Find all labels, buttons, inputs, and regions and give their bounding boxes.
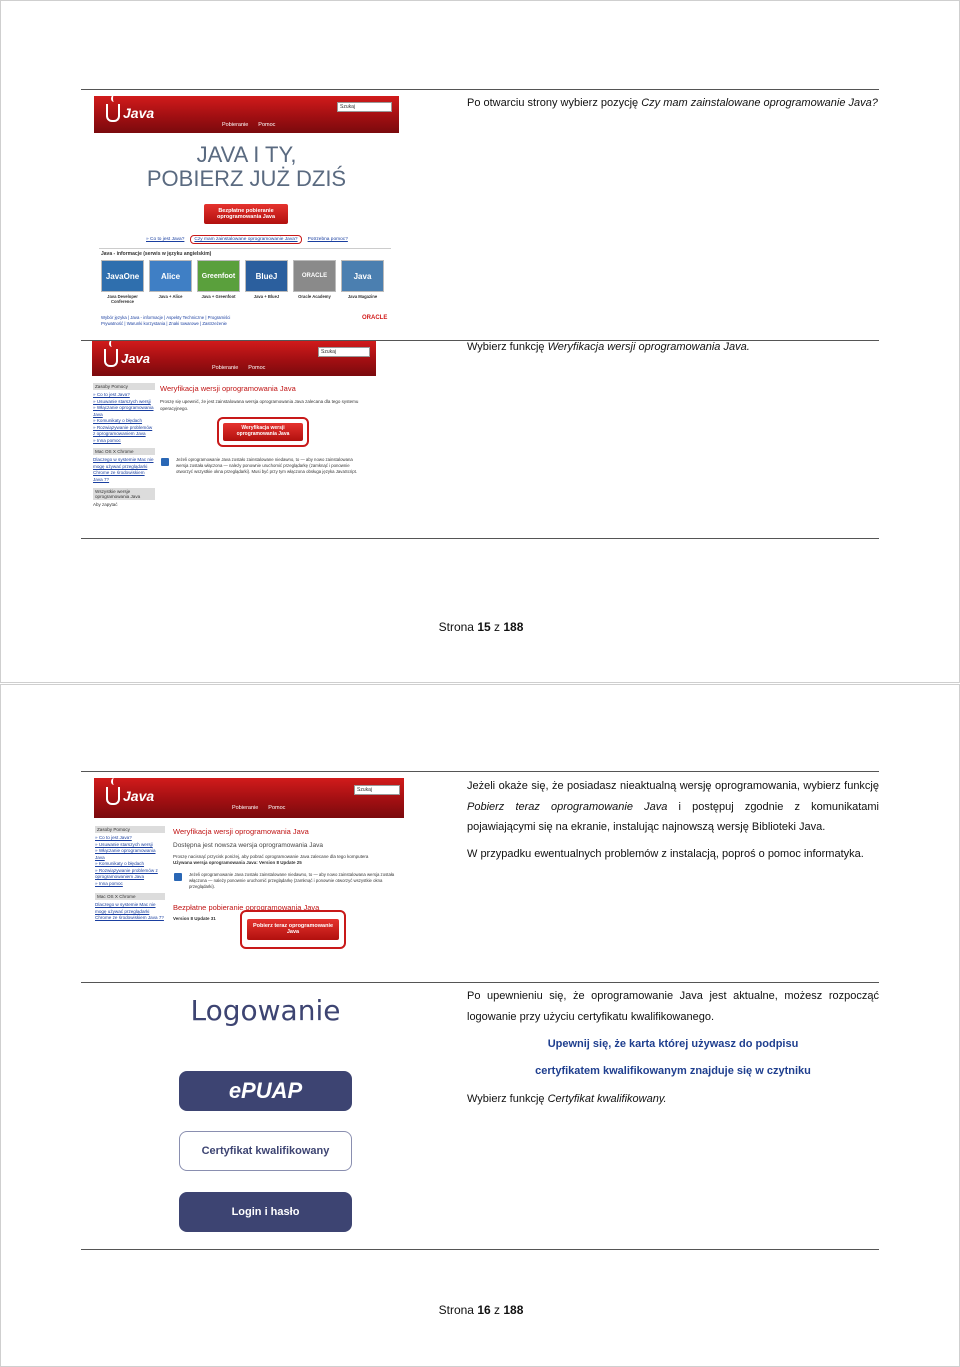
- thumb-greenfoot[interactable]: Greenfoot Java + Greenfoot: [197, 260, 240, 304]
- instruction-2: Wybierz funkcję Weryfikacja wersji oprogramowania Java.: [467, 341, 750, 353]
- help-sidebar: Zasoby Pomocy » Co to jest Java? » Usuwanie starszych wersji » Włączanie oprogramowania Java » Komunikaty o błędach » Rozwiązywanie problemów z oprogramowaniem Java » Inna pomoc Mac OS X Chrome Dlaczego w systemie Mac nie mogę używać przeglądarki Chrome ze środowiskiem Java 7? Wszystkie wersje oprogramowania Java Aby zapytać: [93, 384, 154, 507]
- thumb-image: Greenfoot: [197, 260, 240, 292]
- paragraph-3: Po upewnieniu się, że oprogramowanie Java jest aktualne, możesz rozpocząć logowanie przy użyciu certyfikatu kwalifikowanego.: [467, 990, 879, 1023]
- verify-note: Jeżeli oprogramowanie Java zostało zainstalowane niedawno, to — aby nowo zainstalowana wersja została włączona — należy ponownie uruchomić przeglądarkę (zamknąć i ponownie otworzyć wszystkie okna przeglądarki). Musi być przy tym włączona obsługa języka JavaScript.: [176, 457, 358, 474]
- sidebar-link[interactable]: » Komunikaty o błędach: [93, 418, 143, 423]
- paragraph-4: Wybierz funkcję Certyfikat kwalifikowany.: [467, 1093, 667, 1105]
- nav-item-pomoc[interactable]: Pomoc: [248, 365, 266, 371]
- thumb-java-magazine[interactable]: Java Java Magazine: [341, 260, 384, 304]
- quick-links: [146, 235, 348, 244]
- divider-3: [81, 538, 879, 539]
- latest-version: Version 8 Update 31: [173, 916, 216, 921]
- link-do-i-have-java[interactable]: Czy mam zainstalowane oprogramowanie Java?: [190, 235, 301, 244]
- instruction-1: Po otwarciu strony wybierz pozycję Czy mam zainstalowane oprogramowanie Java?: [467, 97, 878, 109]
- sidebar-link[interactable]: » Inna pomoc: [95, 880, 123, 886]
- sidebar-link[interactable]: » Komunikaty o błędach: [95, 861, 145, 866]
- sidebar-link[interactable]: » Usuwanie starszych wersji: [95, 841, 153, 847]
- java-nav: [212, 365, 265, 371]
- thumb-image: JavaOne: [101, 260, 144, 292]
- section-rule: [99, 248, 391, 249]
- page-footer: Strona 16 z 188: [438, 1303, 524, 1317]
- java-cup-icon: [106, 104, 120, 122]
- current-version: Używana wersja oprogramowania Java: Version 8 Update 25: [173, 860, 302, 865]
- verify-title: Weryfikacja wersji oprogramowania Java: [173, 827, 309, 836]
- sidebar-link[interactable]: » Rozwiązywanie problemów z oprogramowaniem Java: [95, 867, 158, 879]
- java-update-screenshot: [94, 778, 406, 974]
- login-password-button[interactable]: Login i hasło: [179, 1192, 352, 1232]
- qualified-certificate-button[interactable]: Certyfikat kwalifikowany: [179, 1131, 352, 1171]
- search-input[interactable]: Szukaj: [337, 102, 392, 112]
- update-desc: Proszę nacisnąć przycisk poniżej, aby pobrać oprogramowanie Java zalecane dla tego komputera: [173, 854, 369, 859]
- info-icon: [174, 873, 182, 881]
- info-icon: [161, 458, 169, 466]
- free-download-title: Bezpłatne pobieranie oprogramowania Java: [173, 903, 320, 912]
- java-verify-screenshot: [92, 341, 406, 534]
- sidebar-link[interactable]: Dlaczego w systemie Mac nie mogę używać przeglądarki Chrome ze środowiskiem Java 7?: [93, 457, 154, 482]
- section-title: Java - informacje (serwis w języku angielskim): [101, 251, 212, 257]
- nav-item-pomoc[interactable]: Pomoc: [258, 122, 276, 128]
- download-now-button[interactable]: Pobierz teraz oprogramowanie Java: [247, 919, 339, 940]
- java-header: [92, 341, 376, 376]
- card-warning-1: Upewnij się, że karta której używasz do podpisu: [547, 1038, 799, 1050]
- nav-item-pobieranie[interactable]: Pobieranie: [222, 122, 249, 128]
- card-warning-2: certyfikatem kwalifikowanym znajduje się w czytniku: [535, 1065, 811, 1077]
- divider-4: [81, 771, 879, 772]
- sidebar-link[interactable]: » Rozwiązywanie problemów z oprogramowaniem Java: [93, 424, 153, 436]
- sidebar-link[interactable]: » Co to jest Java?: [93, 392, 130, 397]
- nav-item-pobieranie[interactable]: Pobieranie: [232, 805, 259, 811]
- sidebar-link[interactable]: Dlaczego w systemie Mac nie mogę używać przeglądarki Chrome ze środowiskiem Java 7?: [95, 902, 164, 920]
- link-what-is-java[interactable]: » Co to jest Java?: [146, 237, 185, 242]
- divider-1: [81, 89, 879, 90]
- page-16: [0, 684, 960, 1367]
- java-homepage-screenshot: [94, 96, 399, 331]
- nav-item-pobieranie[interactable]: Pobieranie: [212, 365, 239, 371]
- divider-5: [81, 982, 879, 983]
- java-cup-icon: [106, 787, 120, 805]
- thumb-image: BlueJ: [245, 260, 288, 292]
- thumb-javaone[interactable]: JavaOne Java Developer Conference: [101, 260, 144, 304]
- search-input[interactable]: Szukaj: [318, 347, 370, 357]
- verify-version-button[interactable]: Weryfikacja wersji oprogramowania Java: [223, 423, 303, 441]
- java-logo: Java: [106, 787, 154, 805]
- sidebar-link[interactable]: » Co to jest Java?: [95, 835, 132, 840]
- java-logo: Java: [104, 349, 150, 367]
- page-15: [0, 0, 960, 683]
- thumb-alice[interactable]: Alice Java + Alice: [149, 260, 192, 304]
- nav-item-pomoc[interactable]: Pomoc: [268, 805, 286, 811]
- thumb-oracle-academy[interactable]: ORACLE Oracle Academy: [293, 260, 336, 304]
- java-nav: [232, 805, 285, 811]
- search-input[interactable]: Szukaj: [354, 785, 400, 795]
- login-title: Logowanie: [190, 994, 341, 1027]
- free-download-button[interactable]: Bezpłatne pobieranie oprogramowania Java: [204, 204, 288, 224]
- help-sidebar: Zasoby Pomocy » Co to jest Java? » Usuwanie starszych wersji » Włączanie oprogramowania Java » Komunikaty o błędach » Rozwiązywanie problemów z oprogramowaniem Java » Inna pomoc Mac OS X Chrome Dlaczego w systemie Mac nie mogę używać przeglądarki Chrome ze środowiskiem Java 7?: [95, 827, 164, 920]
- thumb-image: ORACLE: [293, 260, 336, 292]
- paragraph-1: Jeżeli okaże się, że posiadasz nieaktualną wersję oprogramowania, wybierz funkcję Pobierz teraz oprogramowanie Java i postępuj zgodnie z komunikatami pojawiającymi się na ekranie, instalując najnowszą wersję Biblioteki Java.: [467, 780, 879, 833]
- update-note: Jeżeli oprogramowanie Java zostało zainstalowane niedawno, to — aby nowo zainstalowana wersja została włączona — należy ponownie uruchomić przeglądarkę (zamknąć i ponownie otworzyć wszystkie okna przeglądarki).: [189, 872, 395, 889]
- sidebar-link[interactable]: » Włączanie oprogramowania Java: [95, 848, 156, 860]
- divider-6: [81, 1249, 879, 1250]
- thumb-bluej[interactable]: BlueJ Java + BlueJ: [245, 260, 288, 304]
- java-header: [94, 778, 404, 818]
- headline: JAVA I TY, POBIERZ JUŻ DZIŚ: [146, 142, 347, 191]
- oracle-logo: ORACLE: [362, 315, 388, 321]
- epuap-login-button[interactable]: ePUAP: [179, 1071, 352, 1111]
- sidebar-link[interactable]: » Usuwanie starszych wersji: [93, 398, 151, 404]
- page-footer: Strona 15 z 188: [438, 620, 524, 634]
- thumb-image: Alice: [149, 260, 192, 292]
- sidebar-link[interactable]: » Inna pomoc: [93, 437, 121, 443]
- paragraph-2: W przypadku ewentualnych problemów z instalacją, poproś o pomoc informatyka.: [467, 848, 864, 860]
- verify-title: Weryfikacja wersji oprogramowania Java: [160, 384, 296, 393]
- java-header: [94, 96, 399, 133]
- java-nav: [222, 122, 275, 128]
- thumb-image: Java: [341, 260, 384, 292]
- java-logo: Java: [106, 104, 154, 122]
- java-cup-icon: [104, 349, 118, 367]
- sidebar-link[interactable]: » Włączanie oprogramowania Java: [93, 405, 154, 417]
- info-thumbnails: [101, 260, 384, 304]
- link-need-help[interactable]: Potrzebna pomoc?: [307, 237, 348, 242]
- footer-links: Wybór języka | Java - informacje | Aspekty Techniczne | Programiści Prywatność | Warunki korzystania | Znaki towarowe | Zastrzeżenie: [101, 315, 231, 326]
- verify-desc: Proszę się upewnić, że jest zainstalowana wersja oprogramowania Java zalecana dla tego systemu operacyjnego.: [160, 399, 359, 411]
- newer-version-subtitle: Dostępna jest nowsza wersja oprogramowania Java: [173, 842, 323, 849]
